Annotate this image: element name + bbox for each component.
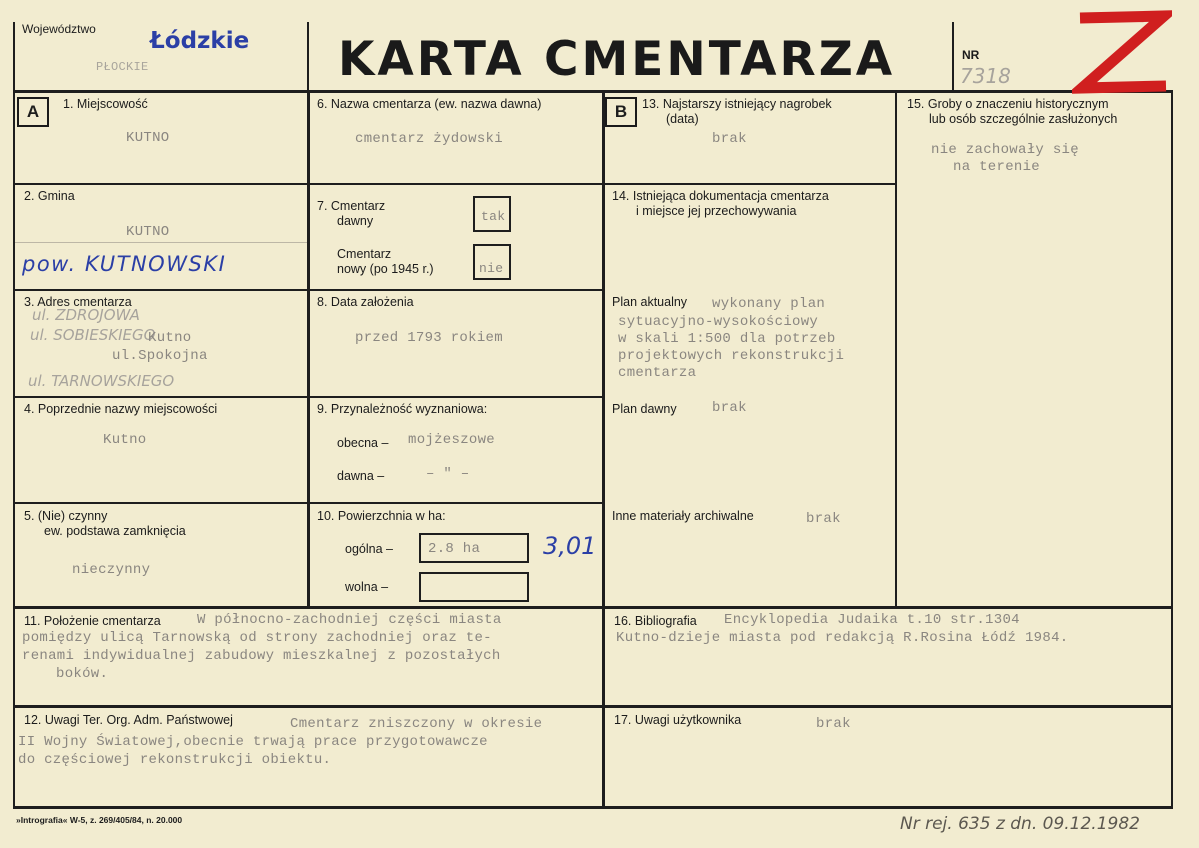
field-3-hand-line1: ul. ZDROJOWA — [32, 306, 140, 324]
field-11-value-line2: pomiędzy ulicą Tarnowską od strony zachodniej oraz te- — [22, 630, 492, 646]
field-9-dawna-label: dawna – — [337, 469, 385, 483]
inne-materialy-label: Inne materiały archiwalne — [612, 509, 754, 523]
row-line-5 — [13, 606, 1173, 609]
field-3-value-line1: Kutno — [148, 330, 192, 346]
plan-dawny-value: brak — [712, 400, 747, 416]
field-17-label: 17. Uwagi użytkownika — [614, 713, 742, 727]
field-4-value: Kutno — [103, 432, 147, 448]
frame-right — [1171, 90, 1173, 808]
field-10-ogolna-value: 2.8 ha — [428, 541, 481, 557]
field-9-dawna-value: – " – — [426, 466, 470, 482]
field-12-value-line1: Cmentarz zniszczony w okresie — [290, 716, 543, 732]
field-1-label: 1. Miejscowość — [63, 97, 148, 111]
row-line-6 — [13, 705, 1173, 708]
corner-z-mark — [1072, 8, 1172, 96]
plan-dawny-label: Plan dawny — [612, 402, 677, 416]
row-line-3 — [13, 396, 603, 398]
field-2-handwritten: pow. KUTNOWSKI — [22, 252, 227, 276]
field-3-label: 3. Adres cmentarza — [24, 295, 132, 309]
field-16-value-line1: Encyklopedia Judaika t.10 str.1304 — [724, 612, 1020, 628]
plan-aktualny-line2: sytuacyjno-wysokościowy — [618, 314, 819, 330]
field-16-value-line2: Kutno-dzieje miasta pod redakcją R.Rosina Łódź 1984. — [616, 630, 1069, 646]
field-9-obecna-label: obecna – — [337, 436, 389, 450]
col-divider-c — [895, 92, 897, 607]
field-10-wolna-box — [419, 572, 529, 602]
frame-bottom — [13, 806, 1173, 809]
field-16-label: 16. Bibliografia — [614, 614, 697, 628]
plan-aktualny-line3: w skali 1:500 dla potrzeb — [618, 331, 836, 347]
field-3-value-line2: ul.Spokojna — [112, 348, 208, 364]
row-line-1 — [13, 183, 897, 185]
field-13-label-line1: 13. Najstarszy istniejący nagrobek — [642, 97, 832, 111]
field-13-value: brak — [712, 131, 747, 147]
wojewodztwo-handwritten: Łódzkie — [150, 28, 250, 54]
frame-left — [13, 22, 15, 807]
field-7-label1-line2: dawny — [337, 214, 374, 228]
field-1-value: KUTNO — [126, 130, 170, 146]
field-5-value: nieczynny — [72, 562, 151, 578]
field-6-label: 6. Nazwa cmentarza (ew. nazwa dawna) — [317, 97, 542, 111]
field-7-label2-line1: Cmentarz — [337, 247, 392, 261]
field-14-label-line2: i miejsce jej przechowywania — [636, 204, 797, 218]
field-15-label-line1: 15. Groby o znaczeniu historycznym — [907, 97, 1109, 111]
header-divider-1 — [307, 22, 309, 92]
row-line-2 — [13, 289, 603, 291]
field-9-obecna-value: mojżeszowe — [408, 432, 496, 448]
field-17-value: brak — [816, 716, 851, 732]
field-2-value: KUTNO — [126, 224, 170, 240]
field-12-value-line3: do częściowej rekonstrukcji obiektu. — [18, 752, 332, 768]
wojewodztwo-label: Województwo — [22, 22, 96, 36]
print-info: »Intrografia« W-5, z. 269/405/84, n. 20.000 — [16, 815, 183, 825]
field-6-value: cmentarz żydowski — [355, 131, 503, 147]
field-10-label: 10. Powierzchnia w ha: — [317, 509, 446, 523]
nr-value: 7318 — [960, 64, 1011, 88]
card-title: KARTA CMENTARZA — [338, 32, 896, 87]
row-line-4 — [13, 502, 603, 504]
field-10-ogolna-label: ogólna – — [345, 542, 393, 556]
field-11-value-line4: boków. — [56, 666, 109, 682]
nr-label: NR — [962, 48, 980, 62]
registration-note: Nr rej. 635 z dn. 09.12.1982 — [900, 814, 1140, 834]
header-bottom — [13, 90, 1173, 93]
field-11-value-line1: W północno-zachodniej części miasta — [197, 612, 502, 628]
field-7-box2-value: nie — [479, 261, 504, 276]
field-5-label-line1: 5. (Nie) czynny — [24, 509, 108, 523]
field-3-hand-line3: ul. TARNOWSKIEGO — [28, 372, 175, 390]
field-8-label: 8. Data założenia — [317, 295, 414, 309]
field-15-label-line2: lub osób szczególnie zasłużonych — [929, 112, 1118, 126]
field-10-ogolna-hand: 3,01 — [543, 532, 597, 560]
field-7-label1-line1: 7. Cmentarz — [317, 199, 386, 213]
col-divider-a — [307, 92, 310, 607]
section-a-badge: A — [17, 97, 49, 127]
field-2-label: 2. Gmina — [24, 189, 75, 203]
field-2-separator — [15, 242, 307, 243]
field-15-value-line2: na terenie — [953, 159, 1041, 175]
wojewodztwo-typed: PŁOCKIE — [96, 60, 149, 74]
field-10-wolna-label: wolna – — [345, 580, 389, 594]
field-8-value: przed 1793 rokiem — [355, 330, 503, 346]
field-15-value-line1: nie zachowały się — [931, 142, 1079, 158]
field-12-value-line2: II Wojny Światowej,obecnie trwają prace przygotowawcze — [18, 734, 488, 750]
inne-materialy-value: brak — [806, 511, 841, 527]
field-13-label-line2: (data) — [666, 112, 699, 126]
plan-aktualny-line1: wykonany plan — [712, 296, 826, 312]
col-divider-b — [602, 92, 605, 807]
field-9-label: 9. Przynależność wyznaniowa: — [317, 402, 488, 416]
field-7-box1-value: tak — [481, 209, 506, 224]
field-11-label: 11. Położenie cmentarza — [24, 614, 161, 628]
field-14-label-line1: 14. Istniejąca dokumentacja cmentarza — [612, 189, 829, 203]
field-5-label-line2: ew. podstawa zamknięcia — [44, 524, 186, 538]
plan-aktualny-line4: projektowych rekonstrukcji — [618, 348, 845, 364]
field-7-label2-line2: nowy (po 1945 r.) — [337, 262, 434, 276]
field-11-value-line3: renami indywidualnej zabudowy mieszkalnej z pozostałych — [22, 648, 501, 664]
field-4-label: 4. Poprzednie nazwy miejscowości — [24, 402, 218, 416]
header-divider-2 — [952, 22, 954, 92]
plan-aktualny-line5: cmentarza — [618, 365, 697, 381]
field-3-hand-line2: ul. SOBIESKIEGO — [30, 326, 156, 344]
plan-aktualny-label: Plan aktualny — [612, 295, 688, 309]
section-b-badge: B — [605, 97, 637, 127]
field-12-label: 12. Uwagi Ter. Org. Adm. Państwowej — [24, 713, 233, 727]
